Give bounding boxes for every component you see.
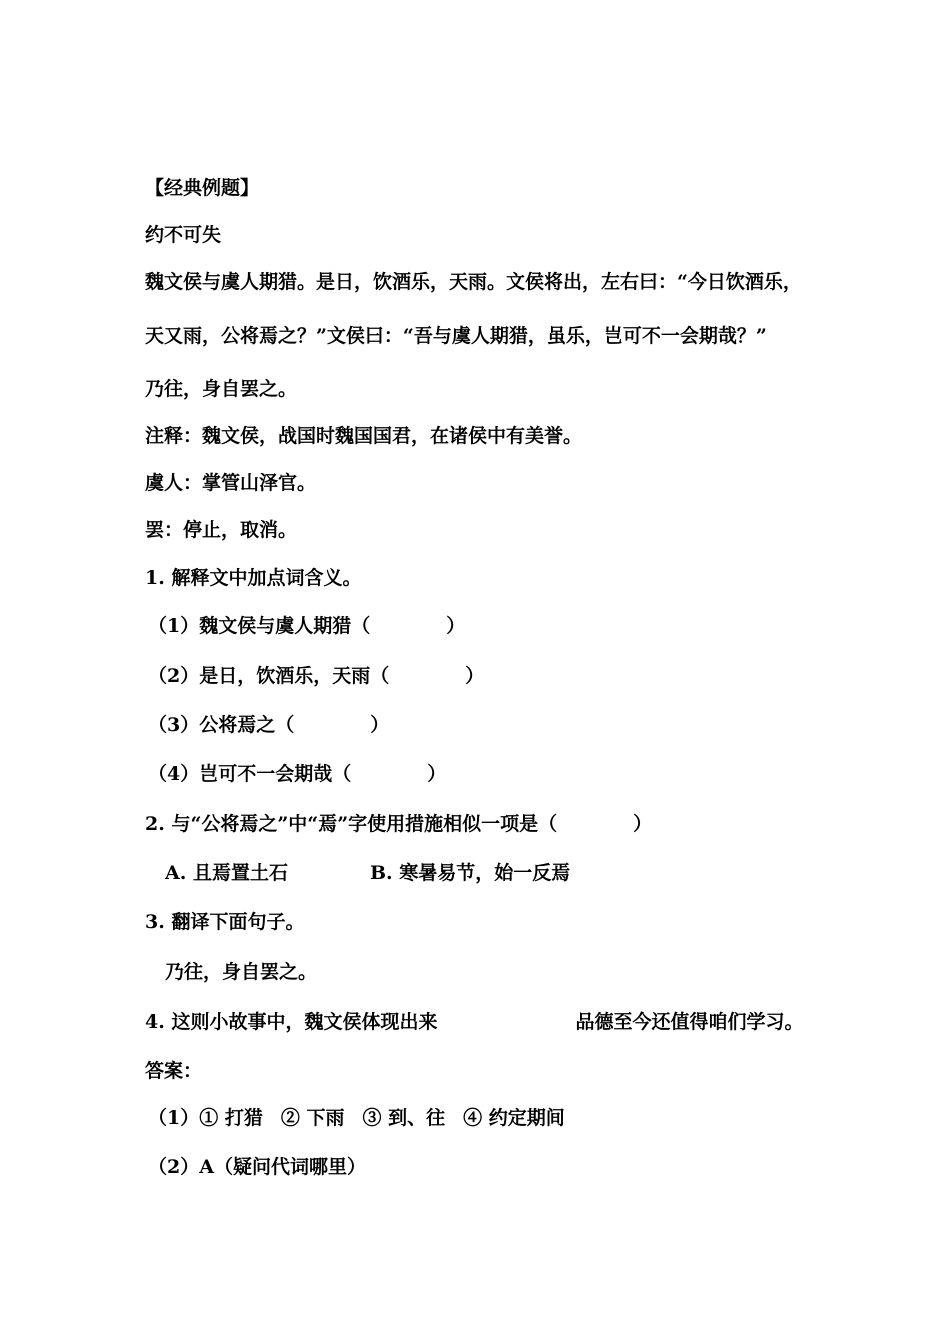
question-1-item-3: （3）公将焉之（ ）: [148, 714, 390, 736]
question-2-option-b: B. 寒暑易节，始一反焉: [369, 862, 571, 884]
passage-line-2: 天又雨，公将焉之？”文侯曰：“吾与虞人期猎，虽乐，岂可不一会期哉？”: [145, 325, 767, 347]
question-2-stem: 2. 与“公将焉之”中“焉”字使用措施相似一项是（ ）: [145, 813, 653, 835]
question-3-sentence: 乃往，身自罢之。: [165, 961, 318, 983]
question-1-item-4: （4）岂可不一会期哉（ ）: [148, 763, 447, 785]
question-1-stem: 1. 解释文中加点词含义。: [145, 567, 362, 589]
note-line-1: 注释：魏文侯，战国时魏国国君，在诸侯中有美誉。: [145, 425, 583, 447]
answer-1-item-2: ② 下雨: [280, 1107, 345, 1129]
answer-1: [148, 1106, 565, 1130]
answer-1-prefix: （1）: [148, 1107, 200, 1129]
passage-line-3: 乃往，身自罢之。: [145, 378, 298, 400]
passage-line-1: 魏文侯与虞人期猎。是日，饮酒乐，天雨。文侯将出，左右曰：“今日饮酒乐，: [145, 271, 802, 293]
question-2-options: [165, 861, 570, 885]
section-heading: 【经典例题】: [145, 177, 260, 199]
answer-2: （2）A（疑问代词哪里）: [148, 1156, 366, 1178]
answers-heading: 答案：: [145, 1060, 203, 1082]
passage-title: 约不可失: [145, 224, 222, 246]
answer-1-item-4: ④ 约定期间: [463, 1107, 565, 1129]
answer-1-item-3: ③ 到、往: [362, 1107, 446, 1129]
question-1-item-2: （2）是日，饮酒乐，天雨（ ）: [148, 665, 485, 687]
answer-1-item-1: ① 打猎: [199, 1107, 263, 1129]
question-2-option-a: A. 且焉置土石: [165, 862, 288, 884]
question-4-part-2: 品德至今还值得咱们学习。: [575, 1011, 804, 1033]
question-1-item-1: （1）魏文侯与虞人期猎（ ）: [148, 615, 466, 637]
note-line-2: 虞人：掌管山泽官。: [145, 472, 317, 494]
question-4-part-1: 4. 这则小故事中，魏文侯体现出来: [145, 1011, 438, 1033]
note-line-3: 罢：停止，取消。: [145, 519, 298, 541]
question-3-stem: 3. 翻译下面句子。: [145, 911, 305, 933]
question-4: [145, 1010, 803, 1034]
